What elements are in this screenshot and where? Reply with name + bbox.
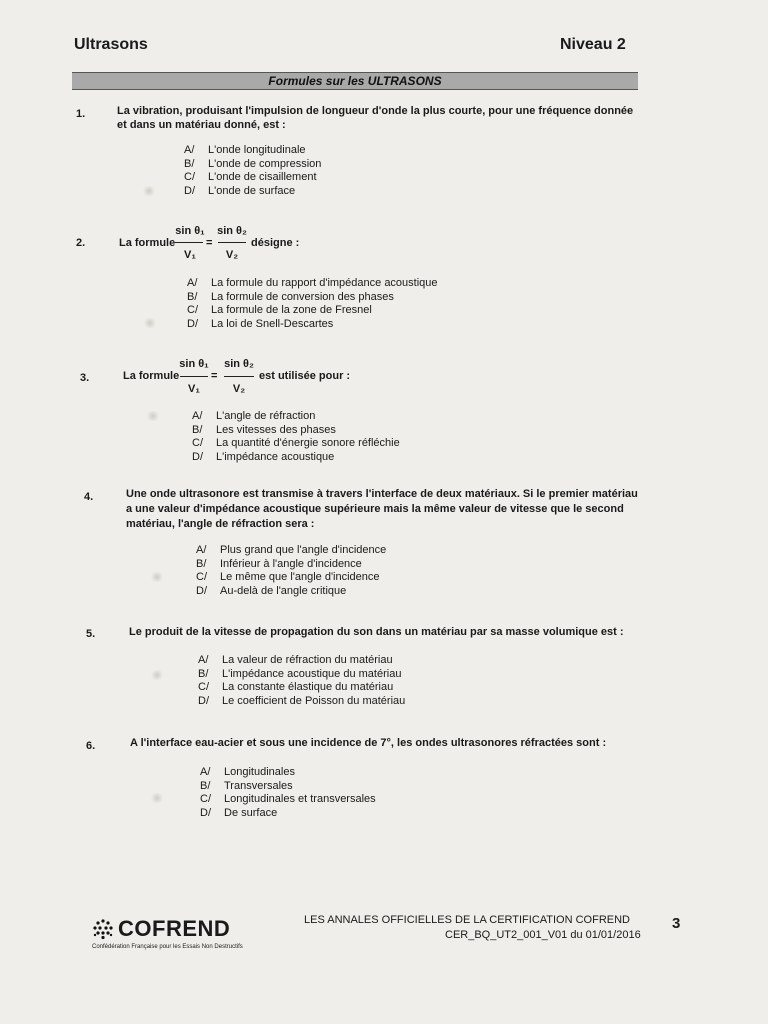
formula-equals: = xyxy=(211,370,218,382)
fraction-bar xyxy=(218,242,246,243)
page-number: 3 xyxy=(672,915,681,932)
answer-option: D/ L'impédance acoustique xyxy=(192,450,335,463)
answer-option: A/ L'angle de réfraction xyxy=(192,410,316,422)
formula-suffix: désigne : xyxy=(251,237,300,249)
pencil-mark xyxy=(142,186,156,196)
answer-option: C/ Longitudinales et transversales xyxy=(200,793,376,805)
question-number: 4. xyxy=(84,491,94,503)
answer-option: B/ Inférieur à l'angle d'incidence xyxy=(196,557,362,570)
answer-option: D/ De surface xyxy=(200,806,278,819)
header-subject: Ultrasons xyxy=(74,36,148,53)
section-banner xyxy=(72,72,638,90)
formula-numerator: sin θ₁ xyxy=(175,225,205,237)
answer-option: A/ Plus grand que l'angle d'incidence xyxy=(196,544,387,556)
pencil-mark xyxy=(150,572,164,582)
formula-numerator: sin θ₁ xyxy=(179,358,209,370)
formula-equals: = xyxy=(206,237,213,249)
question-text-line: Le produit de la vitesse de propagation du son dans un matériau par sa masse volumique est : xyxy=(129,626,624,638)
question-text-line: a une valeur d'impédance acoustique supérieure mais la même valeur de vitesse que le second xyxy=(126,503,624,515)
formula-denominator: V₂ xyxy=(232,383,246,395)
answer-option: B/ L'onde de compression xyxy=(184,157,322,170)
answer-option: C/ La constante élastique du matériau xyxy=(198,681,394,693)
question-number: 6. xyxy=(86,740,96,752)
answer-option: A/ La valeur de réfraction du matériau xyxy=(198,654,393,666)
question-number: 5. xyxy=(86,628,96,640)
fraction-bar xyxy=(180,376,208,377)
formula-denominator: V₁ xyxy=(188,383,200,395)
answer-option: C/ La formule de la zone de Fresnel xyxy=(187,304,372,316)
answer-option: C/ Le même que l'angle d'incidence xyxy=(196,571,380,583)
answer-option: B/ Transversales xyxy=(200,779,293,792)
logo-tagline: Confédération Française pour les Essais Non Destructifs xyxy=(92,944,243,950)
answer-option: B/ La formule de conversion des phases xyxy=(187,290,394,303)
formula-denominator: V₂ xyxy=(225,249,239,261)
answer-option: D/ L'onde de surface xyxy=(184,184,296,197)
question-text-line: A l'interface eau-acier et sous une incidence de 7°, les ondes ultrasonores réfractées sont : xyxy=(130,737,607,749)
formula-suffix: est utilisée pour : xyxy=(259,370,351,382)
answer-option: B/ Les vitesses des phases xyxy=(192,423,336,436)
question-number: 1. xyxy=(76,108,86,120)
logo-name: COFREND xyxy=(118,916,231,941)
banner-title: Formules sur les ULTRASONS xyxy=(268,74,442,88)
answer-option: D/ Au-delà de l'angle critique xyxy=(196,584,347,597)
footer-reference: CER_BQ_UT2_001_V01 du 01/01/2016 xyxy=(445,929,641,941)
fraction-bar xyxy=(175,242,203,243)
question-text-line: Une onde ultrasonore est transmise à travers l'interface de deux matériaux. Si le premier matériau xyxy=(126,488,638,500)
answer-option: C/ La quantité d'énergie sonore réfléchie xyxy=(192,437,400,449)
formula-numerator: sin θ₂ xyxy=(217,225,247,237)
header-level: Niveau 2 xyxy=(560,36,626,53)
fraction-bar xyxy=(224,376,254,377)
pencil-mark xyxy=(146,411,160,421)
question-text-line: matériau, l'angle de réfraction sera : xyxy=(126,518,315,530)
formula-prefix: La formule xyxy=(119,237,176,249)
question-number: 2. xyxy=(76,237,86,249)
pencil-mark xyxy=(150,793,164,803)
question-text-line: et dans un matériau donné, est : xyxy=(117,119,286,131)
pencil-mark xyxy=(143,318,157,328)
logo-dots-icon xyxy=(92,918,114,940)
answer-option: A/ Longitudinales xyxy=(200,766,295,778)
formula-numerator: sin θ₂ xyxy=(224,358,254,370)
answer-option: D/ La loi de Snell-Descartes xyxy=(187,317,334,330)
answer-option: A/ L'onde longitudinale xyxy=(184,144,306,156)
question-number: 3. xyxy=(80,372,90,384)
answer-option: A/ La formule du rapport d'impédance acoustique xyxy=(187,277,438,289)
pencil-mark xyxy=(150,670,164,680)
formula-prefix: La formule xyxy=(123,370,180,382)
answer-option: C/ L'onde de cisaillement xyxy=(184,171,317,183)
formula-denominator: V₁ xyxy=(184,249,196,261)
question-text-line: La vibration, produisant l'impulsion de longueur d'onde la plus courte, pour une fréquence donnée xyxy=(117,105,634,117)
footer-title: LES ANNALES OFFICIELLES DE LA CERTIFICATION COFREND xyxy=(304,914,631,926)
answer-option: B/ L'impédance acoustique du matériau xyxy=(198,667,402,680)
answer-option: D/ Le coefficient de Poisson du matériau xyxy=(198,694,406,707)
